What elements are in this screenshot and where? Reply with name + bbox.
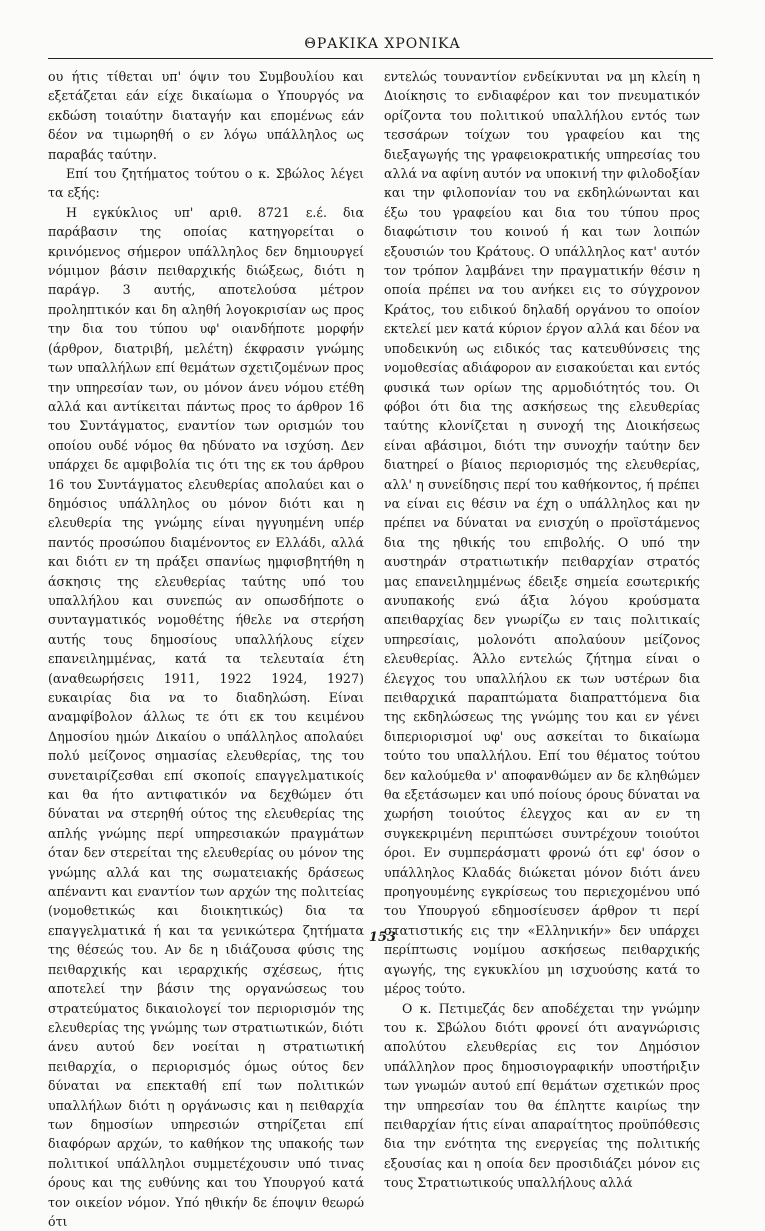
left-paragraph-2: Επί του ζητήματος τούτου ο κ. Σβώλος λέγει τα εξής: [48, 166, 364, 201]
header-rule [48, 58, 713, 59]
right-paragraph-1: εντελώς τουναντίον ενδείκνυται να μη κλείη η Διοίκησις το ενδιαφέρον και τον πνευματικόν ορίζοντα του πολιτικού υπαλλήλου εντός των τεσσάρων τοίχων του γραφείου και της διεξαγωγής της γραφειοκρατικής υπηρεσίας του αλλά να αφίνη αυτόν να υποκινή την φιλοδοξίαν και την φιλοπονίαν του να εκδηλώνωνται και έξω του γραφείου και δια του τύπου προς διαφώτισιν του κοινού ή και των λοιπών εξουσιών του Κράτους. Ο υπάλληλος κατ' αυτόν τον τρόπον λαμβάνει την πραγματικήν θέσιν η οποία πρέπει να του ανήκει εις το σύγχρονον Κράτος, του ειδικού δηλαδή οργάνου το οποίον εκτελεί μεν κατά κύριον έργον αλλά και δέον να υποδεικνύη ως ειδικός τας κατευθύνσεις της νομοθεσίας αδιάφορον αν εισακούεται και εντός φυσικά των ορίων της αρμοδιότητός του. Οι φόβοι ότι δια της ασκήσεως της ελευθερίας ταύτης κλονίζεται η συνοχή της Διοικήσεως είναι αβάσιμοι, διότι την συνοχήν ταύτην δεν διατηρεί ο βίαιος περιορισμός της ελευθερίας, αλλ' η συνείδησις περί του καθήκοντος, ή πρέπει να είναι εις θέσιν να έχη ο υπάλληλος και ην πρέπει να δύναται να ενισχύη ο προϊστάμενος δια της ηθικής του επιβολής. Ο υπό την αυστηράν στρατιωτικήν πειθαρχίαν στρατός μας επανειλημμένως έδειξε σημεία εσωτερικής ανυπακοής ενώ άξια λόγου κρούσματα απειθαρχίας δεν γνωρίζω εν ταις πολιτικαίς υπηρεσίαις, μολονότι απολαύουν μείζονος ελευθερίας. Άλλο εντελώς ζήτημα είναι ο έλεγχος του υπαλλήλου εκ των υστέρων δια πειθαρχικά παραπτώματα διαπραττόμενα δια της εκδηλώσεως της γνώμης του και εν γένει διπεριορισμοί υφ' ους ασκείται το δικαίωμα τούτο του υπαλλήλου. Επί του θέματος τούτου δεν καλούμεθα ν' αποφανθώμεν αν δε κληθώμεν θα εξετάσωμεν και υπό ποίους όρους δύναται να χωρήση τοιούτος έλεγχος και αν εν τη συγκεκριμένη περιπτώσει συντρέχουν τοιούτοι όροι. Εν συμπεράσματι φρονώ ότι εφ' όσον ο υπάλληλος Κλαδάς διώκεται μόνον διότι άνευ προηγουμένης εγκρίσεως του περιεχομένου υπό του Υπουργού εδημοσίευσεν άρθρον τι περί στατιστικής εις την «Ελληνικήν» δεν υπάρχει περίπτωσις νομίμου ασκήσεως πειθαρχικής αγωγής, της εγκυκλίου μη ισχυούσης κατά το μέρος τούτο. [384, 69, 700, 997]
left-column [48, 67, 364, 1231]
running-header: ΘΡΑΚΙΚΑ ΧΡΟΝΙΚΑ [304, 36, 461, 52]
right-paragraph-2: Ο κ. Πετιμεζάς δεν αποδέχεται την γνώμην του κ. Σβώλου διότι φρονεί ότι αναγνώρισις απολύτου ελευθερίας εις τον Δημόσιον υπάλληλον προς δημοσιογραφικήν υποστήριξιν των γνωμών αυτού επί θεμάτων σχετικών προς την υπηρεσίαν του θα έπληττε καιρίως την πειθαρχίαν ήτις είναι απαραίτητος προϋπόθεσις δια την ενότητα της ενεργείας της πολιτικής εξουσίας και η οποία δεν προσιδιάζει μόνον εις τους Στρατιωτικούς υπαλλήλους αλλά [384, 1000, 700, 1191]
left-paragraph-3: Η εγκύκλιος υπ' αριθ. 8721 ε.έ. δια παράβασιν της οποίας κατηγορείται ο κρινόμενος σήμερον υπάλληλος δεν δημιουργεί νόμιμον βάσιν πειθαρχικής διώξεως, διότι η παράγρ. 3 αυτής, αποτελούσα μέτρον προληπτικόν και δη αληθή λογοκρισίαν ως προς την δια του τύπου υφ' οιανδήποτε μορφήν (άρθρον, διατριβή, μελέτη) έκφρασιν γνώμης των υπαλλήλων επί θεμάτων σχετιζομένων προς την υπηρεσίαν των, ου μόνον άνευ νόμου ετέθη αλλά και αντίκειται πάντως προς το άρθρον 16 του Συντάγματος, εναντίον των ορισμών του οποίου ουδέ νόμος θα ηδύνατο να ισχύση. Δεν υπάρχει δε αμφιβολία τις ότι της εκ του άρθρου 16 του Συντάγματος ελευθερίας απολαύει και ο δημόσιος υπάλληλος ου μόνον διότι και η ελευθερία της γνώμης είναι ηγγυημένη υπέρ παντός προσώπου διαμένοντος εν Ελλάδι, αλλά και διότι εν τη πράξει σπανίως ημφισβητήθη η άσκησις της ελευθερίας ταύτης υπό του υπαλλήλου και συνεπώς αν οπωσδήποτε ο συνταγματικός νομοθέτης ήθελε να στερήση αυτής τους δημοσίους υπαλλήλους είχεν επανειλημμένας, κατά τα τελευταία έτη (αναθεωρήσεις 1911, 1922 1924, 1927) ευκαιρίας δια να το διαδηλώση. Είναι αναμφίβολον άλλως τε ότι εκ του κειμένου Δημοσίου ημών Δικαίου ο υπάλληλος απολαύει πολύ μείζονος σημασίας ελευθερίας, της του συνεταιρίζεσθαι επί σκοποίς επαγγελματικοίς και θα ήτο αντιφατικόν να δεχθώμεν ότι δύναται να στερηθή ούτος της ελευθερίας της απλής γνώμης περί υπηρεσιακών πραγμάτων όταν δεν στερείται της ελευθερίας ου μόνον της γνώμης αλλά και της σωματειακής δράσεως απέναντι και εναντίον των αρχών της πολιτείας (νομοθετικώς και διοικητικώς) δια τα επαγγελματικά ή και τα γενικώτερα ζητήματα της θέσεώς του. Αν δε η ιδιάζουσα φύσις της πειθαρχικής και ιεραρχικής σχέσεως, ήτις αποτελεί την βάσιν της οργανώσεως του στρατεύματος δικαιολογεί τον περιορισμόν της ελευθερίας της γνώμης των στρατιωτικών, διότι άνευ αυτού δεν νοείται η στρατιωτική πειθαρχία, ο περιορισμός όμως ούτος δεν δύναται να επεκταθή επί των πολιτικών υπαλλήλων διότι η οργάνωσις και η πειθαρχία των δημοσίων υπηρεσιών στηρίζεται επί διαφόρων αρχών, το καθήκον της υπακοής των πολιτικοί υπάλληλοι συμμετέχουσιν υπό τινας όρους και της ευθύνης και του Υπουργού κατά τον οικείον νόμον. Υπό ηθικήν δε έποψιν θεωρώ ότι [48, 204, 364, 1229]
page-number: 153 [368, 930, 397, 945]
left-paragraph-1: ου ήτις τίθεται υπ' όψιν του Συμβουλίου και εξετάζεται εάν είχε δικαίωμα ο Υπουργός να εκδώση τοιαύτην διαταγήν και επομένως εάν δέον να τιμωρηθή ο εν λόγω υπάλληλος ως παραβάς ταύτην. [48, 69, 364, 162]
